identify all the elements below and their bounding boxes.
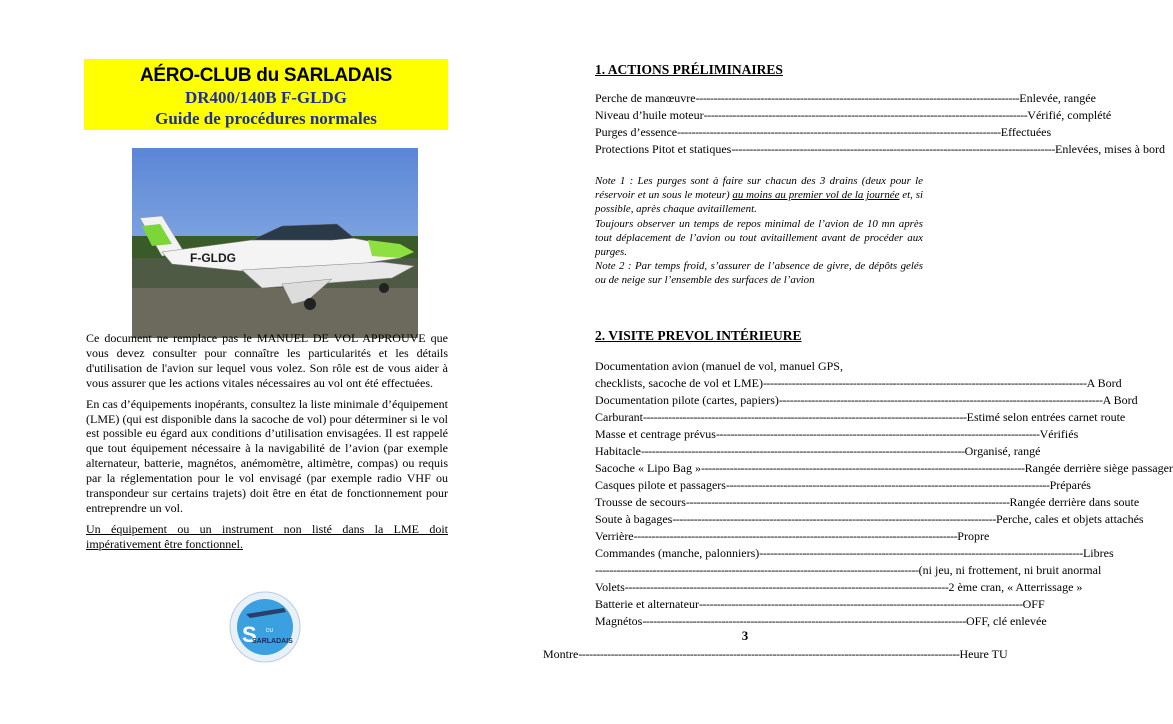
checklist-row: Masse et centrage prévus ------------------------------------------------------------------------------------------ Vérifiés <box>595 427 1079 441</box>
svg-text:SARLADAIS: SARLADAIS <box>252 638 293 645</box>
checklist-row: ------------------------------------------------------------------------------------------ (ni jeu, ni frottement, ni bruit anormal <box>595 563 1102 577</box>
section-1-list <box>595 90 1165 158</box>
aircraft-id: DR400/140B F-GLDG <box>185 88 347 107</box>
checklist-row: Perche de manœuvre ------------------------------------------------------------------------------------------ Enlevée, rangée <box>595 91 1096 105</box>
checklist-row: Batterie et alternateur ------------------------------------------------------------------------------------------ OFF <box>595 597 1045 611</box>
intro-paragraph-3 <box>86 522 448 552</box>
checklist-row: Casques pilote et passagers ------------------------------------------------------------------------------------------ Préparés <box>595 478 1091 492</box>
guide-subtitle: Guide de procédures normales <box>155 109 377 128</box>
note-1: Note 1 : Les purges sont à faire sur chacun des 3 drains (deux pour le réservoir et un sous le moteur) au moins au premier vol de la journée et, si possible, après chaque avitaillement. <box>595 175 923 216</box>
checklist-row: Carburant ------------------------------------------------------------------------------------------ Estimé selon entrées carnet route <box>595 410 1126 424</box>
intro-text <box>86 331 448 558</box>
title-banner <box>84 59 448 130</box>
checklist-row: Documentation pilote (cartes, papiers) ------------------------------------------------------------------------------------------ A Bord <box>595 393 1138 407</box>
checklist-row: Verrière ------------------------------------------------------------------------------------------ Propre <box>595 529 990 543</box>
checklist-row: Purges d’essence ------------------------------------------------------------------------------------------ Effectuées <box>595 125 1052 139</box>
note-1-continued: Toujours observer un temps de repos minimal de l’avion de 10 mn après tout déplacement de l’avion ou tout avitaillement avant de procéder aux purges. <box>595 217 923 259</box>
section-2-list <box>595 358 1173 630</box>
intro-paragraph-2: En cas d’équipements inopérants, consultez la liste minimale d’équipement (LME) (qui est disponible dans la sacoche de vol) pour déterminer si le vol est possible eu égard aux conditions d’utilisation envisagées. Il est rappelé que tout équipement nécessaire à la navigabilité de l’avion (par exemple alternateur, batterie, magnétos, anémomètre, altimètre, compas) ou requis par la réglementation pour le vol envisagé (par exemple radio VHF ou transpondeur sur certains trajets) doit être en état de fonctionnement pour entreprendre un vol. <box>86 396 448 515</box>
aircraft-photo <box>132 148 418 338</box>
section-2-title: 2. VISITE PREVOL INTÉRIEURE <box>595 328 802 343</box>
section-1-notes <box>595 174 923 288</box>
svg-text:S: S <box>242 622 257 647</box>
registration-mark: F-GLDG <box>190 251 236 265</box>
section-1-title: 1. ACTIONS PRÉLIMINAIRES <box>595 62 783 77</box>
checklist-row-header: Documentation avion (manuel de vol, manuel GPS, <box>595 359 843 373</box>
note-2: Note 2 : Par temps froid, s’assurer de l’absence de givre, de dépôts gelés ou de neige sur l’ensemble des surfaces de l’avion <box>595 260 923 287</box>
checklist-row: Habitacle ------------------------------------------------------------------------------------------ Organisé, rangé <box>595 444 1041 458</box>
intro-warning: Un équipement ou un instrument non listé dans la LME doit impérativement être fonctionnel. <box>86 521 448 551</box>
checklist-row: Commandes (manche, palonniers) ------------------------------------------------------------------------------------------ Libres <box>595 546 1114 560</box>
checklist-row: Niveau d’huile moteur ------------------------------------------------------------------------------------------ Vérifié, complété <box>595 108 1112 122</box>
checklist-row: Magnétos ------------------------------------------------------------------------------------------ OFF, clé enlevée <box>595 614 1047 628</box>
checklist-row: Volets ------------------------------------------------------------------------------------------ 2 ème cran, « Atterrissage » <box>595 580 1083 594</box>
club-logo <box>228 590 302 664</box>
checklist-row: checklists, sacoche de vol et LME) ------------------------------------------------------------------------------------------ A Bord <box>595 376 1122 390</box>
checklist-row: Soute à bagages ------------------------------------------------------------------------------------------ Perche, cales et objets attachés <box>595 512 1144 526</box>
intro-paragraph-1: Ce document ne remplace pas le MANUEL DE VOL APPROUVE que vous devez consulter pour connaître les particularités et les détails d'utilisation de l'avion sur lequel vous volez. Son rôle est de vous aider à vous assurer que les actions vitales nécessaires au vol ont été effectuées. <box>86 331 448 390</box>
checklist-row: Protections Pitot et statiques ------------------------------------------------------------------------------------------ Enlevées, mises à bord <box>595 142 1165 156</box>
checklist-row: Sacoche « Lipo Bag » ------------------------------------------------------------------------------------------ Rangée derrière siège passager <box>595 461 1173 475</box>
page-number: 3 <box>741 628 749 643</box>
checklist-row-montre: Montre ---------------------------------------------------------------------------------------------------------- Heure TU <box>543 647 1008 661</box>
checklist-row: Trousse de secours ------------------------------------------------------------------------------------------ Rangée derrière dans soute <box>595 495 1140 509</box>
svg-text:DU: DU <box>266 628 274 634</box>
club-name: AÉRO-CLUB du SARLADAIS <box>140 65 392 86</box>
